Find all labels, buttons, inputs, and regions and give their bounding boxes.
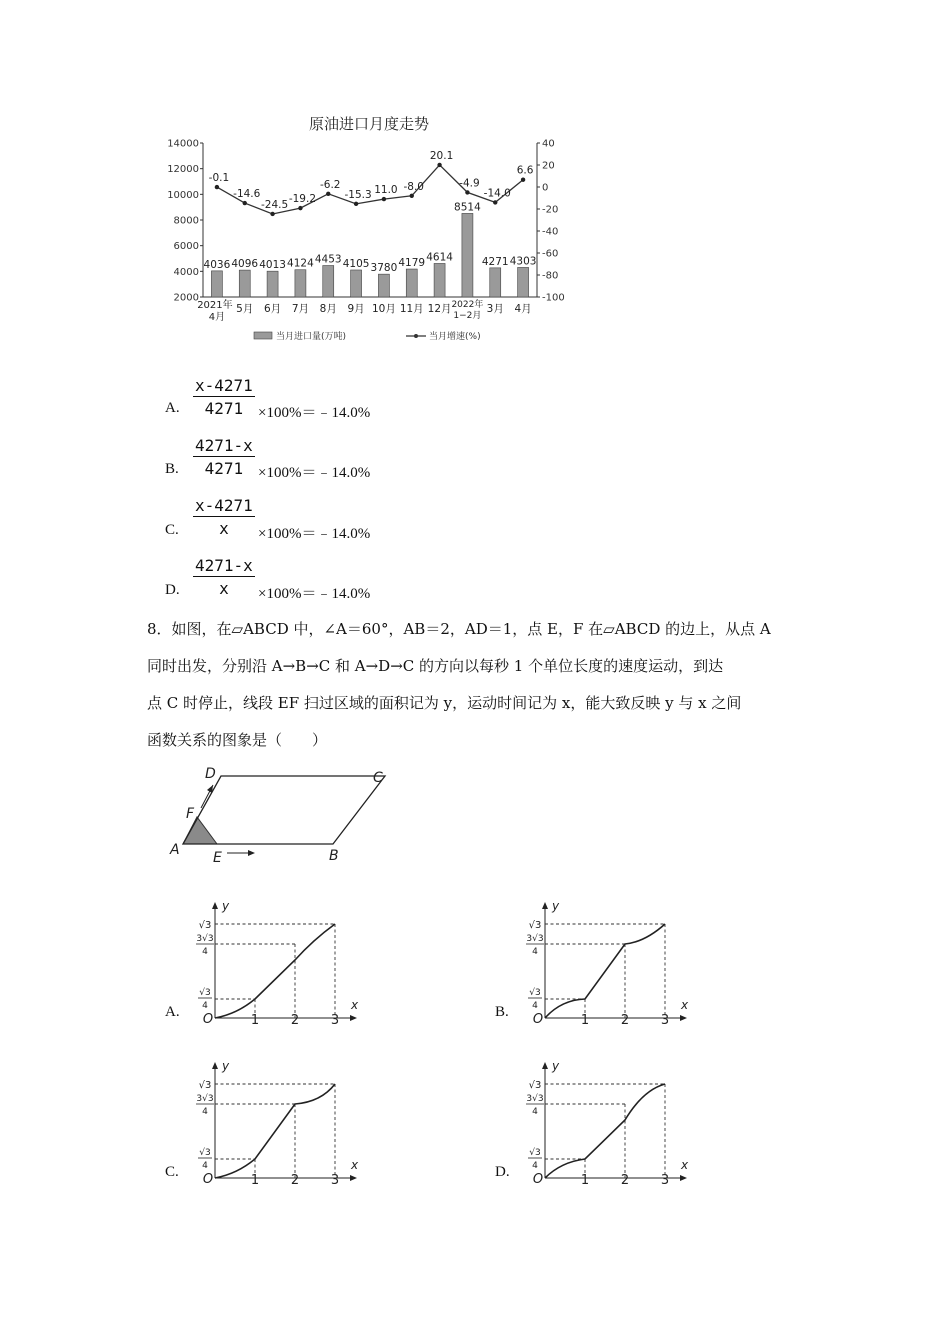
legend-bar-label: 当月进口量(万吨)	[276, 332, 347, 342]
q8-text	[147, 611, 812, 759]
origin-label: O	[532, 1172, 544, 1186]
option-d-label: D.	[165, 582, 180, 598]
category-label: 7月	[291, 303, 310, 315]
y-tick-label: √3	[199, 988, 211, 998]
graph-b	[505, 896, 690, 1026]
option-a-label: A.	[165, 400, 180, 416]
x-tick-label: 3	[660, 1013, 670, 1026]
bar-label: 4096	[231, 258, 259, 271]
y-tick-label: √3	[529, 988, 541, 998]
x-tick-label: 2	[290, 1173, 300, 1186]
parallelogram-figure	[165, 762, 395, 867]
growth-label: -19.2	[288, 193, 317, 206]
bar	[351, 270, 362, 297]
label-c: C	[373, 770, 383, 786]
category-label: 4月	[208, 312, 226, 323]
parallelogram-abcd	[183, 776, 385, 844]
y-tick-label: √3	[528, 920, 542, 931]
graph-a	[175, 896, 360, 1026]
graph-option-c-label: C.	[165, 1164, 179, 1180]
right-tick-label: -80	[542, 270, 559, 282]
label-b: B	[329, 848, 339, 864]
graph-option-a-label: A.	[165, 1004, 180, 1020]
y-tick-label: 4	[532, 1001, 538, 1011]
x-axis-arrow	[680, 1175, 687, 1181]
category-label: 8月	[319, 303, 337, 315]
y-axis-label: y	[222, 1059, 230, 1073]
arrow-ae-head	[248, 850, 255, 856]
x-tick-label: 1	[250, 1013, 260, 1026]
y-tick-label: 4	[532, 1161, 538, 1171]
function-curve	[545, 1084, 665, 1178]
bar	[462, 213, 473, 297]
y-axis-label: y	[552, 899, 560, 913]
category-label: 12月	[427, 303, 452, 315]
growth-label: -4.9	[459, 177, 480, 190]
label-e: E	[213, 850, 222, 866]
label-f: F	[186, 806, 195, 822]
x-tick-label: 2	[620, 1173, 630, 1186]
option-b-fraction	[193, 436, 255, 478]
bar-label: 4124	[287, 257, 314, 270]
growth-point	[382, 197, 386, 201]
y-tick-label: √3	[198, 1080, 212, 1091]
bar	[406, 269, 417, 297]
growth-label: -24.5	[260, 198, 289, 211]
x-tick-label: 3	[330, 1013, 340, 1026]
x-axis-label: x	[351, 998, 359, 1012]
category-label: 5月	[236, 303, 254, 315]
bar-label: 4036	[203, 258, 231, 271]
graph-d	[505, 1056, 690, 1186]
x-axis-label: x	[681, 998, 689, 1012]
bar-label: 4105	[342, 257, 370, 270]
function-curve	[215, 1084, 335, 1178]
bar-label: 8514	[454, 201, 481, 214]
label-a: A	[170, 842, 180, 858]
x-tick-label: 3	[330, 1173, 340, 1186]
y-tick-label: 3√3	[526, 1094, 544, 1104]
category-label: 2021年	[197, 300, 233, 311]
bar-label: 3780	[370, 262, 398, 275]
bar-label: 4179	[398, 257, 426, 270]
x-tick-label: 2	[620, 1013, 630, 1026]
x-tick-label: 1	[580, 1013, 590, 1026]
category-label: 3月	[486, 303, 504, 315]
growth-point	[326, 192, 330, 196]
y-tick-label: 4	[202, 1161, 208, 1171]
q8-line-3: 点 C 时停止，线段 EF 扫过区域的面积记为 y，运动时间记为 x，能大致反映 y 与 x 之间	[147, 694, 742, 712]
option-c-fraction	[193, 496, 255, 538]
option-a-denominator: 4271	[204, 399, 244, 418]
label-d: D	[205, 766, 216, 782]
y-tick-label: √3	[198, 920, 212, 931]
y-tick-label: 4	[532, 1107, 538, 1117]
x-tick-label: 1	[250, 1173, 260, 1186]
bar	[295, 270, 306, 297]
growth-point	[270, 212, 274, 216]
right-tick-label: 0	[542, 182, 549, 194]
right-tick-label: -60	[542, 248, 559, 260]
bar-label: 4453	[314, 253, 342, 266]
right-tick-label: -20	[542, 204, 559, 216]
category-label: 1−2月	[453, 311, 482, 321]
bar	[490, 268, 501, 297]
option-b-label: B.	[165, 461, 179, 477]
q8-line-4: 函数关系的图象是（ ）	[147, 731, 328, 749]
graph-option-b-label: B.	[495, 1004, 509, 1020]
category-label: 2022年	[451, 300, 484, 310]
bar	[378, 274, 389, 297]
growth-point	[410, 194, 414, 198]
growth-point	[465, 190, 469, 194]
bar-label: 4013	[259, 259, 286, 272]
category-label: 9月	[347, 303, 365, 315]
growth-label: -8.0	[403, 180, 424, 193]
y-axis-arrow	[212, 902, 218, 909]
left-tick-label: 4000	[173, 266, 199, 278]
bar-label: 4303	[509, 255, 537, 268]
chart-title: 原油进口月度走势	[308, 115, 430, 133]
category-label: 11月	[399, 303, 424, 315]
crude-oil-chart	[150, 108, 590, 353]
y-axis-arrow	[542, 902, 548, 909]
left-tick-label: 10000	[167, 189, 199, 201]
x-axis-arrow	[680, 1015, 687, 1021]
growth-label: -14.6	[233, 188, 261, 201]
option-a-numerator: x-4271	[195, 376, 253, 395]
legend-line-label: 当月增速(%)	[429, 332, 481, 342]
option-d-numerator: 4271-x	[195, 556, 253, 575]
x-axis-label: x	[351, 1158, 359, 1172]
q8-line-1: 8．如图，在▱ABCD 中，∠A＝60°，AB＝2，AD＝1，点 E，F 在▱ABCD 的边上，从点 A	[147, 620, 771, 638]
growth-point	[493, 200, 497, 204]
x-axis-label: x	[681, 1158, 689, 1172]
left-tick-label: 14000	[167, 138, 199, 150]
arrow-af-head	[207, 785, 213, 793]
y-axis-arrow	[212, 1062, 218, 1069]
growth-label: -14.0	[483, 187, 511, 200]
q8-line-2: 同时出发，分别沿 A→B→C 和 A→D→C 的方向以每秒 1 个单位长度的速度运动，到达	[147, 657, 724, 675]
y-tick-label: 4	[202, 1107, 208, 1117]
growth-point	[298, 206, 302, 210]
bar	[518, 267, 529, 297]
growth-label: -6.2	[320, 178, 341, 191]
growth-point	[521, 178, 525, 182]
growth-point	[243, 201, 247, 205]
y-tick-label: 4	[202, 947, 208, 957]
left-tick-label: 2000	[173, 292, 199, 304]
growth-point	[437, 163, 441, 167]
option-b-denominator: 4271	[204, 459, 244, 478]
x-axis-arrow	[350, 1175, 357, 1181]
option-b-numerator: 4271-x	[195, 436, 253, 455]
option-c-tail: ×100%＝﹣14.0%	[258, 526, 371, 542]
y-tick-label: √3	[529, 1148, 541, 1158]
y-axis-label: y	[222, 899, 230, 913]
graph-c	[175, 1056, 360, 1186]
option-c-denominator: x	[219, 519, 229, 538]
growth-label: -15.3	[344, 188, 372, 201]
growth-point	[354, 202, 358, 206]
function-curve	[545, 924, 665, 1018]
right-tick-label: 20	[542, 160, 555, 172]
right-tick-label: 40	[542, 138, 555, 150]
origin-label: O	[202, 1172, 214, 1186]
graph-option-d-label: D.	[495, 1164, 510, 1180]
legend-bar-swatch	[254, 332, 272, 339]
option-d-fraction	[193, 556, 255, 598]
option-d-denominator: x	[219, 579, 229, 598]
x-tick-label: 3	[660, 1173, 670, 1186]
y-axis-label: y	[552, 1059, 560, 1073]
option-c-label: C.	[165, 522, 179, 538]
left-tick-label: 8000	[173, 215, 199, 227]
growth-label: 11.0	[374, 184, 398, 197]
option-a-fraction	[193, 376, 255, 418]
left-tick-label: 12000	[167, 164, 199, 176]
y-tick-label: 4	[532, 947, 538, 957]
x-axis-arrow	[350, 1015, 357, 1021]
option-b-tail: ×100%＝﹣14.0%	[258, 465, 371, 481]
growth-label: -0.1	[208, 172, 230, 185]
option-c-numerator: x-4271	[195, 496, 253, 515]
origin-label: O	[532, 1012, 544, 1026]
growth-point	[215, 185, 219, 189]
y-tick-label: √3	[199, 1148, 211, 1158]
growth-label: 6.6	[516, 164, 534, 177]
y-tick-label: 3√3	[526, 934, 544, 944]
option-d-tail: ×100%＝﹣14.0%	[258, 586, 371, 602]
legend-line-dot	[414, 334, 418, 338]
y-tick-label: 4	[202, 1001, 208, 1011]
y-tick-label: 3√3	[196, 934, 214, 944]
category-label: 4月	[514, 303, 532, 315]
bar	[239, 270, 250, 297]
bar-label: 4271	[481, 255, 509, 268]
x-tick-label: 1	[580, 1173, 590, 1186]
function-curve	[215, 924, 335, 1018]
growth-label: 20.1	[429, 149, 454, 162]
option-a-tail: ×100%＝﹣14.0%	[258, 405, 371, 421]
y-axis-arrow	[542, 1062, 548, 1069]
x-tick-label: 2	[290, 1013, 300, 1026]
bar	[211, 271, 222, 297]
bar	[323, 266, 334, 297]
left-tick-label: 6000	[173, 241, 199, 253]
category-label: 6月	[263, 303, 282, 315]
category-label: 10月	[371, 303, 396, 315]
y-tick-label: √3	[528, 1080, 542, 1091]
right-tick-label: -100	[542, 292, 565, 304]
bar	[434, 263, 445, 297]
bar-label: 4614	[426, 251, 453, 264]
y-tick-label: 3√3	[196, 1094, 214, 1104]
bar	[267, 271, 278, 297]
right-tick-label: -40	[542, 226, 559, 238]
origin-label: O	[202, 1012, 214, 1026]
